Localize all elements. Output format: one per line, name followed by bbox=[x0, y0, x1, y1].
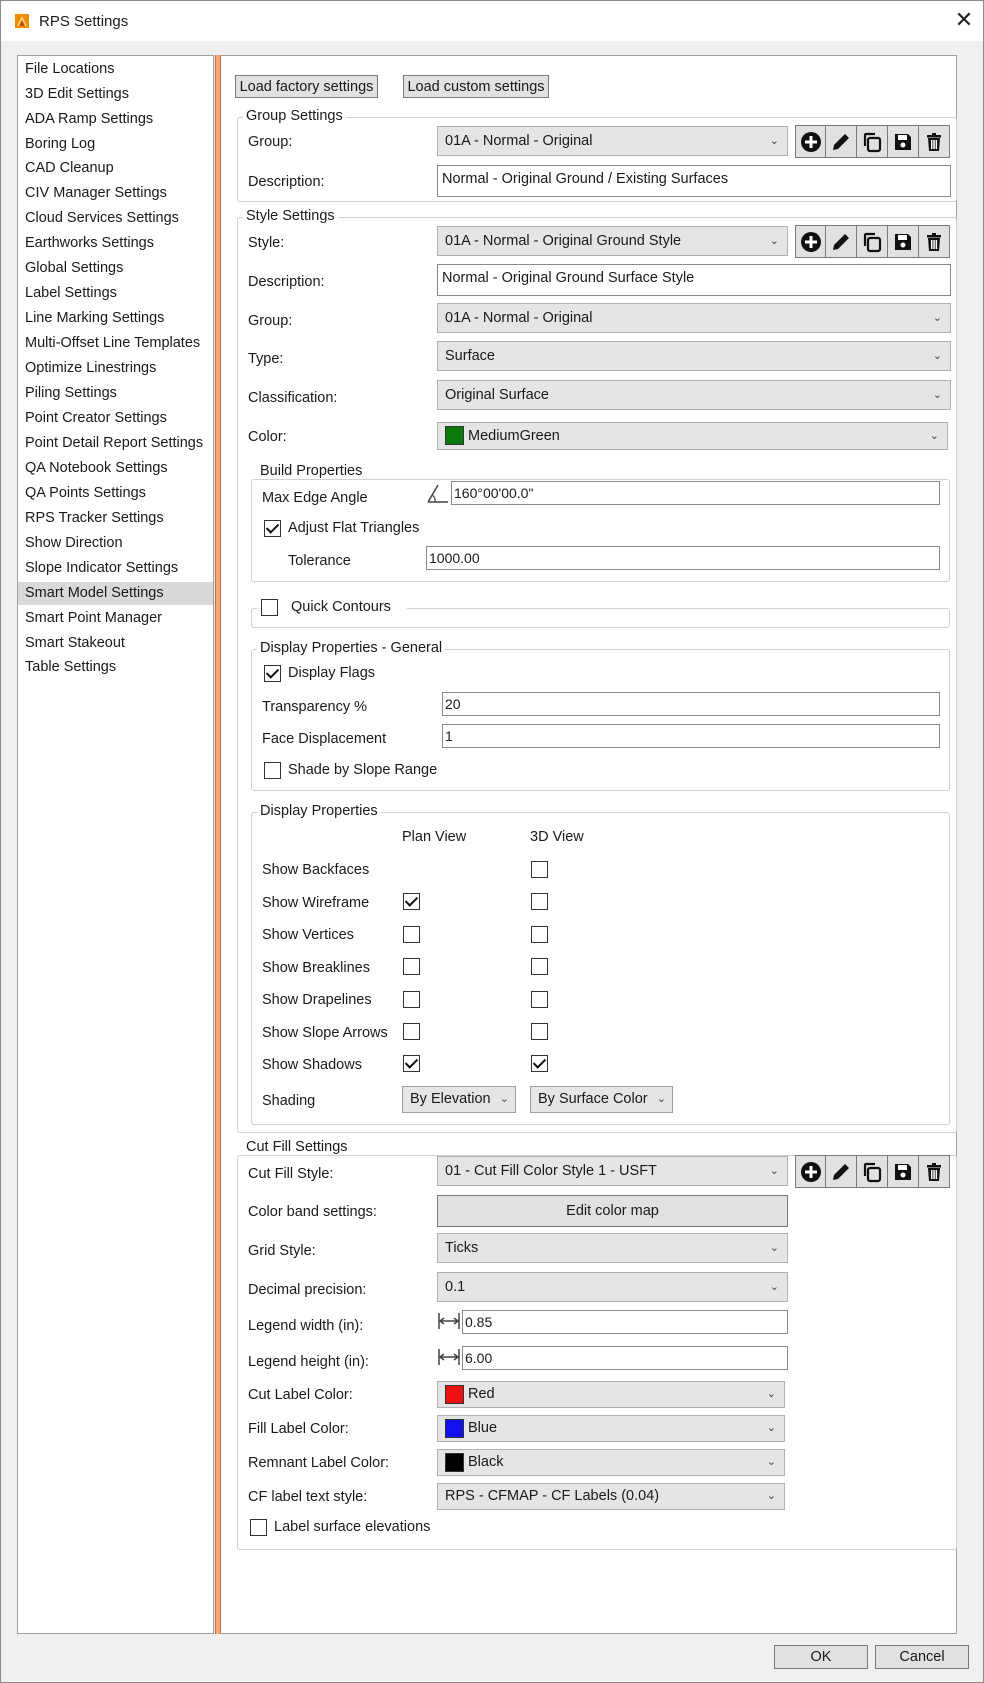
shade-by-slope-checkbox[interactable] bbox=[264, 762, 281, 779]
style-group-value: 01A - Normal - Original bbox=[445, 310, 593, 326]
cut-fill-style-value: 01 - Cut Fill Color Style 1 - USFT bbox=[445, 1163, 657, 1179]
sidebar-item-rps-tracker-settings[interactable]: RPS Tracker Settings bbox=[25, 510, 164, 526]
settings-category-list bbox=[17, 55, 214, 1634]
cut-label-color-value: Red bbox=[468, 1386, 495, 1402]
save-cut-fill-style-button[interactable] bbox=[888, 1155, 919, 1188]
cut-color-swatch bbox=[445, 1385, 464, 1404]
chevron-down-icon: ⌄ bbox=[932, 389, 942, 401]
shading-plan-value: By Elevation bbox=[410, 1091, 491, 1107]
display-row-label: Show Wireframe bbox=[262, 895, 370, 911]
type-value: Surface bbox=[445, 348, 495, 364]
copy-group-button[interactable] bbox=[857, 125, 888, 158]
sidebar-item-point-creator-settings[interactable]: Point Creator Settings bbox=[25, 410, 167, 426]
show-vertices-3d-checkbox[interactable] bbox=[531, 926, 548, 943]
trash-icon bbox=[923, 231, 945, 253]
add-icon bbox=[800, 1161, 822, 1183]
cancel-button[interactable]: Cancel bbox=[875, 1645, 969, 1669]
quick-contours-label: Quick Contours bbox=[291, 599, 391, 615]
grid-style-label: Grid Style: bbox=[248, 1243, 316, 1259]
classification-select[interactable] bbox=[437, 380, 951, 410]
edit-group-button[interactable] bbox=[826, 125, 857, 158]
window-title: RPS Settings bbox=[39, 13, 129, 30]
style-select-value: 01A - Normal - Original Ground Style bbox=[445, 233, 682, 249]
display-general-title: Display Properties - General bbox=[257, 640, 445, 656]
legend-width-label: Legend width (in): bbox=[248, 1318, 364, 1334]
face-displacement-label: Face Displacement bbox=[262, 731, 387, 747]
shading-plan-select[interactable] bbox=[402, 1086, 516, 1113]
face-displacement-input[interactable]: 1 bbox=[442, 724, 940, 748]
classification-label: Classification: bbox=[248, 390, 338, 406]
sidebar-item-qa-notebook-settings[interactable]: QA Notebook Settings bbox=[25, 460, 168, 476]
color-select[interactable] bbox=[437, 422, 948, 450]
transparency-label: Transparency % bbox=[262, 699, 368, 715]
display-flags-label: Display Flags bbox=[288, 665, 376, 681]
decimal-precision-select[interactable] bbox=[437, 1272, 788, 1302]
color-label: Color: bbox=[248, 429, 287, 445]
display-properties-title: Display Properties bbox=[257, 803, 381, 819]
show-wireframe-3d-checkbox[interactable] bbox=[531, 893, 548, 910]
display-row-label: Show Breaklines bbox=[262, 960, 370, 976]
group-select[interactable] bbox=[437, 126, 788, 156]
pencil-icon bbox=[830, 131, 852, 153]
chevron-down-icon: ⌄ bbox=[766, 1456, 776, 1468]
chevron-down-icon: ⌄ bbox=[932, 312, 942, 324]
sidebar-item-3d-edit-settings[interactable]: 3D Edit Settings bbox=[25, 86, 129, 102]
type-label: Type: bbox=[248, 351, 284, 367]
grid-style-value: Ticks bbox=[445, 1240, 479, 1256]
style-settings-title: Style Settings bbox=[243, 208, 338, 224]
decimal-precision-label: Decimal precision: bbox=[248, 1282, 367, 1298]
add-cut-fill-style-button[interactable] bbox=[795, 1155, 826, 1188]
sidebar-item-ada-ramp-settings[interactable]: ADA Ramp Settings bbox=[25, 111, 154, 127]
show-wireframe-plan-checkbox[interactable] bbox=[403, 893, 420, 910]
display-row-label: Show Shadows bbox=[262, 1057, 362, 1073]
legend-width-input[interactable]: 0.85 bbox=[462, 1310, 788, 1334]
cut-fill-style-select[interactable] bbox=[437, 1156, 788, 1186]
classification-value: Original Surface bbox=[445, 387, 549, 403]
sidebar-item-optimize-linestrings[interactable]: Optimize Linestrings bbox=[25, 360, 157, 376]
copy-style-button[interactable] bbox=[857, 225, 888, 258]
style-toolbar bbox=[795, 225, 950, 258]
chevron-down-icon: ⌄ bbox=[769, 1281, 779, 1293]
cf-label-text-style-label: CF label text style: bbox=[248, 1489, 368, 1505]
chevron-down-icon: ⌄ bbox=[766, 1422, 776, 1434]
display-flags-checkbox[interactable] bbox=[264, 665, 281, 682]
copy-cut-fill-style-button[interactable] bbox=[857, 1155, 888, 1188]
show-shadows-3d-checkbox[interactable] bbox=[531, 1055, 548, 1072]
angle-icon bbox=[426, 482, 450, 504]
chevron-down-icon: ⌄ bbox=[769, 135, 779, 147]
style-description-input[interactable]: Normal - Original Ground Surface Style bbox=[437, 264, 951, 296]
display-row-label: Show Vertices bbox=[262, 927, 354, 943]
show-slope-arrows-3d-checkbox[interactable] bbox=[531, 1023, 548, 1040]
quick-contours-checkbox[interactable] bbox=[261, 599, 278, 616]
cut-fill-settings-title: Cut Fill Settings bbox=[243, 1139, 351, 1155]
sidebar-item-point-detail-report-settings[interactable]: Point Detail Report Settings bbox=[25, 435, 204, 451]
add-icon bbox=[800, 231, 822, 253]
label-surface-elevations-checkbox[interactable] bbox=[250, 1519, 267, 1536]
remnant-label-color-value: Black bbox=[468, 1454, 504, 1470]
chevron-down-icon: ⌄ bbox=[932, 350, 942, 362]
chevron-down-icon: ⌄ bbox=[769, 1165, 779, 1177]
sidebar-item-smart-stakeout[interactable]: Smart Stakeout bbox=[25, 635, 125, 651]
edit-color-map-button[interactable]: Edit color map bbox=[437, 1195, 788, 1227]
ok-button[interactable]: OK bbox=[774, 1645, 868, 1669]
add-group-button[interactable] bbox=[795, 125, 826, 158]
remnant-label-color-select[interactable] bbox=[437, 1449, 785, 1476]
copy-icon bbox=[861, 1161, 883, 1183]
build-properties-title: Build Properties bbox=[257, 463, 365, 479]
show-vertices-plan-checkbox[interactable] bbox=[403, 926, 420, 943]
fill-label-color-label: Fill Label Color: bbox=[248, 1421, 349, 1437]
save-icon bbox=[892, 131, 914, 153]
legend-height-label: Legend height (in): bbox=[248, 1354, 369, 1370]
group-settings-title: Group Settings bbox=[243, 108, 346, 124]
remnant-label-color-label: Remnant Label Color: bbox=[248, 1455, 390, 1471]
display-row-label: Show Slope Arrows bbox=[262, 1025, 388, 1041]
shading-3d-value: By Surface Color bbox=[538, 1091, 648, 1107]
chevron-down-icon: ⌄ bbox=[929, 430, 939, 442]
close-icon[interactable]: ✕ bbox=[954, 7, 974, 32]
pencil-icon bbox=[830, 231, 852, 253]
shading-label: Shading bbox=[262, 1093, 316, 1109]
trash-icon bbox=[923, 131, 945, 153]
cf-label-text-style-select[interactable] bbox=[437, 1483, 785, 1510]
width-icon bbox=[437, 1310, 461, 1332]
add-icon bbox=[800, 131, 822, 153]
fill-label-color-select[interactable] bbox=[437, 1415, 785, 1442]
edit-cut-fill-style-button[interactable] bbox=[826, 1155, 857, 1188]
style-description-label: Description: bbox=[248, 274, 325, 290]
group-label: Group: bbox=[248, 134, 293, 150]
chevron-down-icon: ⌄ bbox=[499, 1093, 509, 1105]
sidebar-item-earthworks-settings[interactable]: Earthworks Settings bbox=[25, 235, 154, 251]
transparency-input[interactable]: 20 bbox=[442, 692, 940, 716]
plan-view-column-header: Plan View bbox=[402, 829, 467, 845]
adjust-flat-triangles-checkbox[interactable] bbox=[264, 520, 281, 537]
sidebar-item-qa-points-settings[interactable]: QA Points Settings bbox=[25, 485, 146, 501]
style-select[interactable] bbox=[437, 226, 788, 256]
save-icon bbox=[892, 1161, 914, 1183]
cut-label-color-select[interactable] bbox=[437, 1381, 785, 1408]
color-value: MediumGreen bbox=[468, 428, 560, 444]
cf-label-text-style-value: RPS - CFMAP - CF Labels (0.04) bbox=[445, 1488, 660, 1504]
sidebar-item-table-settings[interactable]: Table Settings bbox=[25, 659, 117, 675]
adjust-flat-triangles-label: Adjust Flat Triangles bbox=[288, 520, 420, 536]
fill-label-color-value: Blue bbox=[468, 1420, 498, 1436]
tolerance-label: Tolerance bbox=[288, 553, 351, 569]
copy-icon bbox=[861, 131, 883, 153]
color-swatch bbox=[445, 426, 464, 445]
sidebar-item-global-settings[interactable]: Global Settings bbox=[25, 260, 124, 276]
show-shadows-plan-checkbox[interactable] bbox=[403, 1055, 420, 1072]
cut-label-color-label: Cut Label Color: bbox=[248, 1387, 353, 1403]
sidebar-item-show-direction[interactable]: Show Direction bbox=[25, 535, 123, 551]
group-description-label: Description: bbox=[248, 174, 325, 190]
show-drapelines-plan-checkbox[interactable] bbox=[403, 991, 420, 1008]
show-drapelines-3d-checkbox[interactable] bbox=[531, 991, 548, 1008]
chevron-down-icon: ⌄ bbox=[769, 235, 779, 247]
sidebar-item-smart-model-settings[interactable]: Smart Model Settings bbox=[18, 582, 213, 605]
type-select[interactable] bbox=[437, 341, 951, 371]
color-band-label: Color band settings: bbox=[248, 1204, 377, 1220]
show-breaklines-plan-checkbox[interactable] bbox=[403, 958, 420, 975]
legend-height-input[interactable]: 6.00 bbox=[462, 1346, 788, 1370]
style-group-label: Group: bbox=[248, 313, 293, 329]
sidebar-item-boring-log[interactable]: Boring Log bbox=[25, 136, 96, 152]
group-description-input[interactable]: Normal - Original Ground / Existing Surfaces bbox=[437, 165, 951, 197]
title-bar bbox=[1, 1, 983, 41]
sidebar-item-piling-settings[interactable]: Piling Settings bbox=[25, 385, 117, 401]
shade-by-slope-label: Shade by Slope Range bbox=[288, 762, 438, 778]
copy-icon bbox=[861, 231, 883, 253]
tolerance-input[interactable]: 1000.00 bbox=[426, 546, 940, 570]
style-group-select[interactable] bbox=[437, 303, 951, 333]
group-select-value: 01A - Normal - Original bbox=[445, 133, 593, 149]
show-backfaces-3d-checkbox[interactable] bbox=[531, 861, 548, 878]
sidebar-item-file-locations[interactable]: File Locations bbox=[25, 61, 115, 77]
cut-fill-style-label: Cut Fill Style: bbox=[248, 1166, 334, 1182]
display-row-label: Show Drapelines bbox=[262, 992, 372, 1008]
save-group-button[interactable] bbox=[888, 125, 919, 158]
group-toolbar bbox=[795, 125, 950, 158]
label-surface-elevations-label: Label surface elevations bbox=[274, 1519, 431, 1535]
sidebar-item-line-marking-settings[interactable]: Line Marking Settings bbox=[25, 310, 165, 326]
max-edge-angle-label: Max Edge Angle bbox=[262, 490, 368, 506]
save-icon bbox=[892, 231, 914, 253]
delete-cut-fill-style-button[interactable] bbox=[919, 1155, 950, 1188]
delete-group-button[interactable] bbox=[919, 125, 950, 158]
sidebar-item-smart-point-manager[interactable]: Smart Point Manager bbox=[25, 610, 163, 626]
trash-icon bbox=[923, 1161, 945, 1183]
chevron-down-icon: ⌄ bbox=[656, 1093, 666, 1105]
load-factory-settings-button[interactable]: Load factory settings bbox=[235, 75, 378, 98]
display-row-label: Show Backfaces bbox=[262, 862, 370, 878]
add-style-button[interactable] bbox=[795, 225, 826, 258]
3d-view-column-header: 3D View bbox=[530, 829, 584, 845]
grid-style-select[interactable] bbox=[437, 1233, 788, 1263]
chevron-down-icon: ⌄ bbox=[769, 1242, 779, 1254]
sidebar-item-label-settings[interactable]: Label Settings bbox=[25, 285, 117, 301]
fill-color-swatch bbox=[445, 1419, 464, 1438]
sidebar-item-slope-indicator-settings[interactable]: Slope Indicator Settings bbox=[25, 560, 179, 576]
sidebar-item-cad-cleanup[interactable]: CAD Cleanup bbox=[25, 160, 114, 176]
chevron-down-icon: ⌄ bbox=[766, 1490, 776, 1502]
pencil-icon bbox=[830, 1161, 852, 1183]
load-custom-settings-button[interactable]: Load custom settings bbox=[403, 75, 549, 98]
chevron-down-icon: ⌄ bbox=[766, 1388, 776, 1400]
style-label: Style: bbox=[248, 235, 285, 251]
edit-style-button[interactable] bbox=[826, 225, 857, 258]
sidebar-item-multi-offset-line-templates[interactable]: Multi-Offset Line Templates bbox=[25, 335, 201, 351]
save-style-button[interactable] bbox=[888, 225, 919, 258]
rps-app-icon bbox=[14, 13, 30, 29]
shading-3d-select[interactable] bbox=[530, 1086, 673, 1113]
show-slope-arrows-plan-checkbox[interactable] bbox=[403, 1023, 420, 1040]
show-breaklines-3d-checkbox[interactable] bbox=[531, 958, 548, 975]
remnant-color-swatch bbox=[445, 1453, 464, 1472]
decimal-precision-value: 0.1 bbox=[445, 1279, 466, 1295]
sidebar-item-civ-manager-settings[interactable]: CIV Manager Settings bbox=[25, 185, 167, 201]
cut-fill-toolbar bbox=[795, 1155, 950, 1188]
height-icon bbox=[437, 1346, 461, 1368]
max-edge-angle-input[interactable]: 160°00'00.0" bbox=[451, 481, 940, 505]
delete-style-button[interactable] bbox=[919, 225, 950, 258]
sidebar-item-cloud-services-settings[interactable]: Cloud Services Settings bbox=[25, 210, 179, 226]
